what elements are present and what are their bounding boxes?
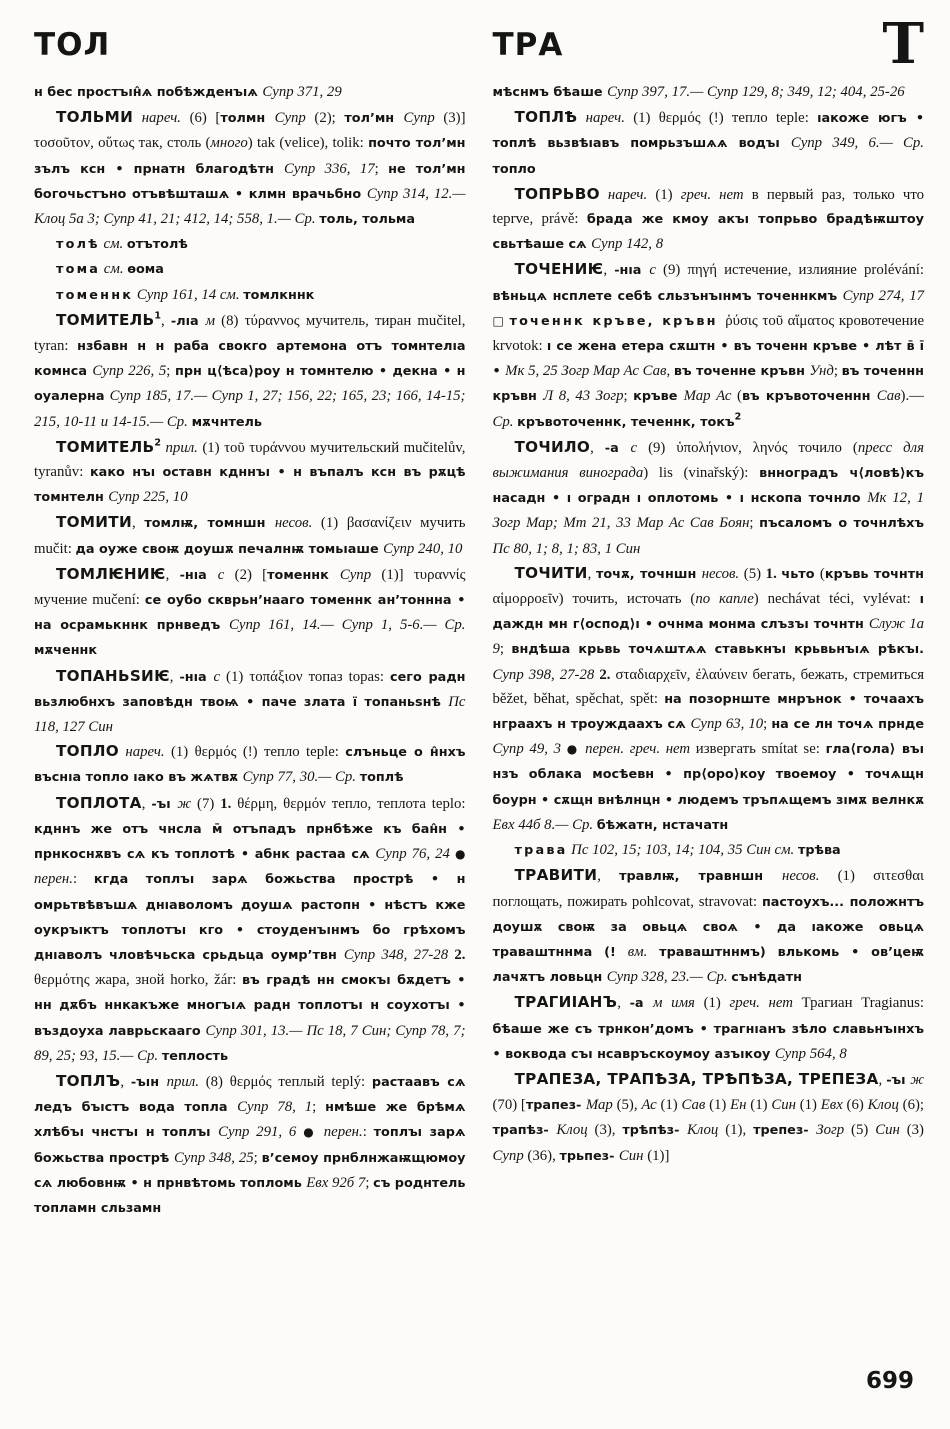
- text-segment: ТРАПЕЗА, ТРАПѢЗА, ТРѢПѢЗА, ТРЕПЕЗА: [514, 1069, 879, 1088]
- text-segment: (3),: [587, 1122, 623, 1139]
- text-segment: отътолѣ: [126, 237, 188, 253]
- text-segment: прн ц⟨ѣса⟩роу н томнтелю • декна • н оуалерна: [34, 364, 466, 405]
- text-segment: тол’мн: [344, 111, 404, 127]
- text-segment: (8) θερμός теплый teplý:: [198, 1073, 372, 1090]
- text-segment: с: [649, 262, 656, 279]
- guide-word-left: ТОЛ: [34, 27, 111, 63]
- text-segment: -а: [604, 440, 631, 456]
- text-segment: пъсаломъ о точнлѣхъ: [759, 516, 925, 532]
- text-segment: како нъı оставн кдннъı • н въпалъ ксн въ рѫцѣ томнтелн: [34, 465, 466, 506]
- text-segment: перен. греч. нет: [585, 741, 691, 758]
- text-segment: ТРАГИІАНЪ: [514, 993, 618, 1012]
- text-segment: Сав: [681, 1097, 706, 1114]
- text-segment: Супр 348, 25: [173, 1149, 254, 1166]
- text-segment: нареч.: [599, 186, 656, 203]
- text-segment: (7): [191, 795, 221, 812]
- text-segment: кдннъ же отъ чнсла м̄ отъпадъ прнбѣже къ бан̂н • прнкоснѫвъ сѧ къ топлотѣ • абнк растаа сѧ: [34, 821, 466, 863]
- entry-paragraph: [34, 105, 466, 232]
- text-segment: кгда топлъı зарѧ божьства прострѣ • н омрьтвѣвъшѧ днıаволомъ доушѧ растопн • нѣстъ кже оукръıктъ топлотъı кго • стоуденъıнмъ бо грѣхомъ днıаволъ чловѣчьска срьдьца оумр’твн: [34, 872, 466, 963]
- text-segment: топло: [492, 161, 536, 177]
- text-segment: ТОПРЬВО: [514, 184, 600, 203]
- text-segment: растаавъ сѧ ледъ бъıстъ вода топла: [34, 1074, 466, 1116]
- entry-paragraph: [493, 182, 925, 258]
- text-segment: ТОПЛО: [56, 742, 120, 761]
- text-segment: (1) θερμός (!) тепло teple:: [633, 110, 818, 127]
- text-segment: ,: [603, 262, 615, 279]
- column-left: [34, 80, 466, 1221]
- text-segment: травлѭ, травншн: [619, 869, 782, 885]
- text-segment: мѫчнтель: [191, 414, 263, 430]
- text-segment: (1) τοπάξιον топаз topas:: [220, 668, 390, 685]
- text-segment: с: [630, 439, 638, 456]
- text-segment: (5): [739, 565, 766, 582]
- text-segment: Зогр: [816, 1122, 845, 1139]
- text-segment: (3)] τοσοῦτον, οὕτως так, столь (: [34, 110, 466, 152]
- text-segment: топлѣ: [359, 770, 404, 786]
- text-segment: ТОМЛѤНИѤ: [56, 564, 166, 583]
- entry-paragraph: [34, 308, 466, 435]
- text-segment: -нıа: [614, 263, 650, 279]
- text-segment: пресс для выжимания винограда: [492, 439, 924, 482]
- entry-paragraph: [34, 510, 466, 561]
- text-segment: Супр 78, 1: [237, 1099, 313, 1116]
- text-segment: (1): [746, 1097, 772, 1114]
- text-segment: Супр 77, 30.— Ср.: [242, 769, 360, 786]
- text-segment: трѣпѣз-: [622, 1123, 688, 1139]
- text-segment: несов.: [701, 565, 740, 582]
- text-segment: Клоц: [867, 1097, 899, 1114]
- text-segment: (1)]: [643, 1147, 670, 1164]
- text-segment: ТРАВИТИ: [514, 866, 598, 885]
- text-segment: ,: [131, 515, 145, 532]
- text-segment: ı се жена етера сѫштн • въ точенн кръве • лѣт в̄ ı̄ •: [492, 339, 924, 380]
- text-segment: ,: [617, 995, 630, 1012]
- text-segment: Мк 5, 25 Зогр Мар Ас Сав: [505, 363, 667, 380]
- text-segment: ,: [161, 312, 171, 329]
- text-segment: се оубо скврьн’нааго томеннк ан’тоннна • на осрамькннк прнведъ: [34, 593, 466, 634]
- text-segment: Супр 49, 3: [492, 741, 561, 758]
- text-segment: нмѣше же брѣмѧ хлѣбъı чнстъı н топлъı: [34, 1100, 466, 1141]
- text-segment: Супр: [274, 110, 306, 127]
- text-segment: томеннк: [267, 567, 340, 583]
- text-segment: (: [819, 565, 825, 582]
- text-segment: ;: [833, 363, 842, 380]
- text-segment: Евх: [820, 1097, 843, 1114]
- text-segment: ;: [253, 1149, 262, 1166]
- text-segment: нареч.: [133, 110, 190, 127]
- text-segment: мѣснмъ бѣаше: [492, 85, 608, 100]
- text-segment: с: [213, 668, 221, 685]
- text-segment: :: [362, 1124, 374, 1141]
- text-segment: ;: [623, 388, 634, 405]
- text-segment: въ точенне кръвн: [673, 364, 810, 380]
- text-segment: внноградъ ч⟨ловѣ⟩къ насадн • ı оградн ı оплотомь • ı нскопа точнло: [492, 466, 924, 507]
- text-segment: (3): [899, 1122, 924, 1139]
- text-segment: αἱμορροεῖν) точить, источать (: [492, 591, 696, 608]
- text-segment: вѣньцѧ нсплете себѣ сльзънъıнмъ точеннкмъ: [492, 288, 843, 304]
- text-segment: Пс 102, 15; 103, 14; 104, 35 Син см.: [567, 842, 798, 859]
- text-segment: греч. нет: [729, 995, 793, 1012]
- text-segment: 2.: [599, 666, 616, 683]
- text-segment: ,: [169, 668, 180, 685]
- text-segment: тома: [56, 262, 101, 278]
- text-segment: точеннк кръве, кръвн: [509, 313, 726, 329]
- text-segment: съ роднтель топламн сльзамн: [34, 1175, 466, 1216]
- text-segment: ) lis (vinařský):: [643, 465, 760, 482]
- text-segment: 1: [154, 310, 162, 322]
- text-segment: ТОПЛОТА: [56, 793, 142, 812]
- entry-paragraph: [493, 990, 925, 1067]
- text-segment: Супр 161, 14 см.: [133, 286, 244, 303]
- text-segment: Евх 92б 7: [306, 1174, 366, 1191]
- text-segment: ТОПЛѢ: [514, 108, 578, 127]
- text-segment: н бес простъıн̂ѧ побѣжденъıѧ: [34, 85, 263, 100]
- text-columns: [0, 66, 950, 1221]
- entry-paragraph: [493, 105, 925, 182]
- entry-paragraph: [34, 562, 466, 664]
- text-segment: трапѣз-: [492, 1123, 557, 1139]
- text-segment: ТОМИТЕЛЬ: [56, 310, 155, 329]
- entry-paragraph: [34, 739, 466, 790]
- text-segment: Супр 348, 27-28: [343, 946, 455, 963]
- text-segment: въ кръвоточеннн: [741, 389, 877, 405]
- text-segment: -а: [629, 996, 654, 1012]
- text-segment: Супр: [339, 566, 372, 583]
- text-segment: точѫ, точншн: [595, 566, 702, 582]
- text-segment: Супр 336, 17: [284, 160, 375, 177]
- text-segment: Супр 274, 17: [842, 287, 925, 304]
- text-segment: ,: [141, 795, 152, 812]
- text-segment: несов.: [782, 868, 820, 885]
- text-segment: бѣаше же съ трнкон’домъ • трагнıанъ зѣло славьнъıнхъ • воквода съı нсавръскоумоу азъıкоу: [492, 1021, 924, 1062]
- text-segment: ,: [120, 1073, 131, 1090]
- text-segment: Супр 63, 10: [690, 716, 764, 733]
- entry-paragraph: [493, 1067, 925, 1169]
- text-segment: с: [217, 566, 225, 583]
- text-segment: ●: [561, 742, 586, 757]
- text-segment: (1): [705, 1097, 731, 1114]
- text-segment: Син: [618, 1147, 644, 1164]
- text-segment: мѫченнк: [34, 643, 98, 659]
- text-segment: Супр 240, 10: [383, 540, 463, 557]
- text-segment: ●: [296, 1125, 324, 1140]
- text-segment: ж: [177, 795, 192, 812]
- text-segment: θέρμη, θερμόν тепло, теплота teplo:: [237, 795, 466, 812]
- text-segment: (9) πηγή истечение, излияние prolévání:: [655, 262, 924, 279]
- entry-paragraph: [493, 561, 925, 838]
- text-segment: Супр 564, 8: [774, 1045, 847, 1062]
- text-segment: ТОЧИЛО: [514, 437, 591, 456]
- text-segment: Пс 80, 1; 8, 1; 83, 1 Син: [492, 540, 641, 557]
- text-segment: сего радн вьзлюбнхъ заповѣдн твоѩ • паче злата ї топаньѕнѣ: [34, 669, 466, 710]
- text-segment: -лıа: [170, 313, 206, 329]
- text-segment: трава: [514, 843, 568, 859]
- text-segment: Супр 161, 14.— Супр 1, 5-6.— Ср.: [229, 617, 466, 634]
- text-segment: Супр: [403, 110, 435, 127]
- text-segment: Унд: [809, 363, 834, 380]
- text-segment: ТОМИТЕЛЬ: [56, 437, 155, 456]
- running-head-right: [492, 11, 925, 77]
- text-segment: Служ 1а 9: [492, 616, 924, 658]
- text-segment: Супр 398, 27-28: [492, 666, 600, 683]
- text-segment: по капле: [695, 591, 754, 608]
- text-segment: (2);: [305, 110, 345, 127]
- text-segment: ж: [910, 1071, 924, 1088]
- text-segment: (6) [: [189, 110, 221, 127]
- text-segment: см.: [100, 261, 128, 278]
- text-segment: θερμότης жара, зной horko, žár:: [34, 972, 243, 989]
- text-segment: греч. нет: [680, 186, 744, 203]
- entry-paragraph: [34, 232, 466, 257]
- text-segment: томлкннк: [243, 287, 315, 303]
- running-head: [0, 0, 950, 77]
- text-segment: ѳома: [127, 262, 164, 278]
- text-segment: Супр 225, 10: [108, 489, 188, 506]
- text-segment: (5),: [612, 1097, 642, 1114]
- entry-paragraph: [493, 435, 925, 561]
- entry-paragraph: [34, 664, 466, 740]
- text-segment: пастоухъ... положнтъ доушѫ своѭ за овьцѧ своѧ • да ıакоже овьцѧ траваштннма (!: [492, 894, 924, 960]
- text-segment: Ен: [730, 1097, 747, 1114]
- text-segment: Супр 76, 24: [375, 846, 450, 863]
- text-segment: (1) σιτεσθαι поглощать, пожирать pohlcovat, stravovat:: [492, 868, 924, 910]
- text-segment: ●: [449, 847, 466, 862]
- text-segment: нареч.: [119, 744, 171, 761]
- text-segment: на се лн точѧ прнде: [771, 717, 925, 733]
- text-segment: Супр: [492, 1147, 524, 1164]
- entry-paragraph: [493, 257, 925, 434]
- text-segment: Ас: [641, 1097, 657, 1114]
- text-segment: много: [210, 135, 248, 152]
- text-segment: толь, тольма: [319, 212, 416, 228]
- text-segment: Супр 349, 6.— Ср.: [790, 135, 925, 152]
- entry-paragraph: [493, 80, 925, 105]
- text-segment: ) tak (velice), tolik:: [247, 135, 369, 152]
- text-segment: въ точеннн кръвн: [492, 364, 925, 405]
- text-segment: (1): [655, 186, 681, 203]
- entry-paragraph: [34, 435, 466, 511]
- text-segment: ТОЛЬМИ: [56, 108, 134, 127]
- text-segment: Супр 226, 5: [92, 363, 167, 380]
- text-segment: Сав: [876, 388, 901, 405]
- text-segment: ıакоже югъ • топлѣ вьзвѣıавъ помрьзъшѧѧ водъı: [492, 111, 924, 152]
- text-segment: (1)] τυραννίς мучение mučení:: [34, 566, 466, 609]
- text-segment: ,: [165, 566, 180, 583]
- text-segment: топлъı зарѧ божьства прострѣ: [34, 1125, 466, 1166]
- text-segment: Трагиан Tragianus:: [792, 995, 924, 1012]
- text-segment: ТОЧИТИ: [514, 563, 588, 582]
- text-segment: трьпез-: [559, 1148, 619, 1164]
- text-segment: в’семоу прнблнжаѭщюмоу сѧ любовнѭ • н прнвѣтомь топломь: [34, 1150, 466, 1191]
- section-letter: Т: [882, 11, 924, 77]
- text-segment: ;: [365, 1174, 374, 1191]
- text-segment: кръве: [633, 389, 684, 405]
- text-segment: ,: [590, 439, 605, 456]
- text-segment: Евх 44б 8.— Ср.: [492, 816, 597, 833]
- text-segment: Л 8, 43 Зогр: [543, 388, 624, 405]
- text-segment: 1.: [765, 565, 782, 582]
- text-segment: см.: [99, 236, 127, 253]
- entry-paragraph: [34, 80, 466, 105]
- text-segment: Син: [875, 1122, 900, 1139]
- text-segment: (1): [795, 1097, 821, 1114]
- entry-paragraph: [493, 863, 925, 990]
- text-segment: прил.: [166, 1073, 199, 1090]
- text-segment: ,: [597, 868, 620, 885]
- text-segment: (6);: [898, 1097, 925, 1114]
- text-segment: трѣва: [797, 843, 841, 859]
- column-right: [493, 80, 925, 1221]
- text-segment: -нıа: [179, 567, 218, 583]
- text-segment: (1) βασανίζειν мучить mučit:: [34, 515, 466, 557]
- text-segment: кръвоточеннк, теченнк, токъ: [517, 414, 735, 430]
- text-segment: Супр 185, 17.— Супр 1, 27; 156, 22; 165, 23; 166, 14-15; 215, 10-11 и 14-15.— Ср.: [34, 388, 466, 430]
- text-segment: толмн: [220, 111, 275, 127]
- text-segment: ;: [499, 641, 512, 658]
- text-segment: толѣ: [56, 237, 100, 253]
- page-number: 699: [865, 1368, 914, 1394]
- text-segment: (1) τοῦ τυράννου мучительский mučitelův, tyranův:: [34, 439, 466, 481]
- text-segment: не тол’мн богочьстъно отъвѣшташѧ • клмн врачьбно: [34, 161, 466, 202]
- text-segment: Клоц: [556, 1122, 588, 1139]
- text-segment: ;: [763, 716, 772, 733]
- text-segment: □: [492, 313, 510, 328]
- text-segment: ТОПЛЪ: [56, 1071, 121, 1090]
- text-segment: ;: [312, 1099, 326, 1116]
- text-segment: (2) [: [224, 566, 268, 583]
- text-segment: 2: [154, 437, 162, 449]
- text-segment: ТОМИТИ: [56, 513, 132, 532]
- text-segment: почто тол’мн зълъ ксн • прнатн благодѣтн: [34, 136, 466, 177]
- text-segment: ).—: [900, 388, 924, 405]
- text-segment: вм.: [627, 943, 648, 960]
- text-segment: ;: [749, 515, 760, 532]
- text-segment: кръвь точнтн: [824, 566, 925, 582]
- text-segment: траваштннмъ) влькомь • ов’цеѭ лачѫтъ ловьцн: [492, 944, 924, 986]
- text-segment: томеннк: [56, 287, 134, 303]
- text-segment: (8) τύραννος мучитель, тиран mučitel, tyran:: [34, 312, 466, 355]
- text-segment: перен.: [323, 1124, 363, 1141]
- text-segment: нзбавн н н раба свокго артемона отъ томнтелıа комнса: [34, 339, 466, 380]
- running-head-left: [34, 28, 466, 62]
- text-segment: ,: [587, 565, 596, 582]
- text-segment: въ градѣ нн смокъı бѫдетъ • нн дѫбъ ннкакъже многъıѧ радн топлотъı н соухотъı • въздоуха лаврьскааго: [34, 973, 466, 1039]
- text-segment: ,: [666, 363, 674, 380]
- text-segment: ı даждн мн г⟨оспод⟩ı • очнма монма слъзъı точнтн: [492, 592, 924, 633]
- text-segment: брада же кмоу акъı топрьво брадѣѭштоу свьтѣаше сѧ: [492, 212, 924, 253]
- text-segment: Мар Ас: [683, 388, 732, 405]
- text-segment: 1.: [220, 795, 238, 812]
- text-segment: Супр 371, 29: [262, 84, 342, 100]
- text-segment: (6): [842, 1097, 868, 1114]
- text-segment: σταδιαρχεῖν, ἐλαύνειν бегать, бежать, стремиться běžet, běhat, spěchat, spět:: [492, 666, 925, 707]
- text-segment: Пс 118, 127 Син: [34, 693, 466, 736]
- text-segment: (36),: [523, 1147, 560, 1164]
- text-segment: да оуже своѭ доушѫ печалнѭ томьıаше: [75, 541, 384, 557]
- entry-paragraph: [34, 283, 466, 308]
- text-segment: 2: [734, 411, 742, 423]
- text-segment: трепез-: [753, 1123, 817, 1139]
- entry-paragraph: [493, 838, 925, 863]
- text-segment: извергать smítat se:: [690, 741, 826, 758]
- text-segment: бѣжатн, нстачатн: [596, 817, 729, 833]
- entry-paragraph: [34, 1069, 466, 1221]
- text-segment: (1): [694, 995, 730, 1012]
- text-segment: (1) θερμός (!) тепло teple:: [170, 744, 346, 761]
- text-segment: трапез-: [525, 1098, 586, 1114]
- text-segment: несов.: [274, 515, 313, 532]
- text-segment: 2.: [454, 946, 466, 963]
- text-segment: Супр 142, 8: [591, 236, 664, 253]
- text-segment: томлѭ, томншн: [144, 516, 275, 532]
- text-segment: Мк 12, 1 Зогр Мар; Мт 21, 33 Мар Ас Сав Боян: [492, 490, 924, 532]
- text-segment: ῥύσις τοῦ αἵματος кровотечение krvotok:: [492, 312, 925, 355]
- text-segment: -ъı: [151, 796, 178, 812]
- text-segment: (1): [656, 1097, 682, 1114]
- text-segment: ТОЧЕНИѤ: [514, 260, 604, 279]
- text-segment: Ср.: [492, 413, 518, 430]
- text-segment: Супр 291, 6: [218, 1124, 297, 1141]
- entry-paragraph: [34, 791, 466, 1069]
- guide-word-right: ТРА: [492, 27, 564, 63]
- text-segment: Син: [771, 1097, 796, 1114]
- text-segment: -ъı: [886, 1072, 911, 1088]
- text-segment: нареч.: [577, 110, 634, 127]
- text-segment: ) nechávat téci, vylévat:: [753, 591, 920, 608]
- text-segment: прил.: [161, 439, 203, 456]
- text-segment: вндѣша крьвь точѧштѧѧ ставькнъı крьвьнъıѧ рѣкъı.: [511, 642, 924, 658]
- text-segment: Мар: [585, 1097, 613, 1114]
- text-segment: (70) [: [492, 1097, 526, 1114]
- text-segment: на позорнште мнрънок • точаахъ нграахъ н троуждаахъ сѧ: [492, 691, 924, 733]
- text-segment: -ъıн: [130, 1074, 167, 1090]
- text-segment: ,: [878, 1071, 887, 1088]
- text-segment: Супр 328, 23.— Ср.: [606, 969, 732, 986]
- text-segment: Супр 301, 13.— Пс 18, 7 Син; Супр 78, 7; 89, 25; 93, 15.— Ср.: [34, 1022, 466, 1064]
- text-segment: слъньце о н̂нхъ въснıа топло ıако въ жѧтвѫ: [34, 745, 466, 786]
- text-segment: ;: [374, 160, 389, 177]
- entry-paragraph: [34, 257, 466, 282]
- text-segment: (1),: [718, 1122, 754, 1139]
- text-segment: чьто: [781, 566, 820, 582]
- text-segment: Супр 397, 17.— Супр 129, 8; 349, 12; 404, 25-26: [607, 84, 905, 100]
- text-segment: ;: [166, 363, 176, 380]
- text-segment: Супр 314, 12.— Клоц 5а 3; Супр 41, 21; 412, 14; 558, 1.— Ср.: [34, 185, 466, 228]
- text-segment: гла⟨гола⟩ въı нзъ облака мосѣевн • пр⟨оро⟩коу твоемоу • точѧщн боурн • сѫщн внѣлнцн • людемъ тръпѧщемъ зıмѫ велнкѫ: [492, 742, 924, 808]
- text-segment: :: [72, 871, 94, 888]
- text-segment: -нıа: [179, 669, 214, 685]
- text-segment: сънѣдатн: [731, 970, 802, 986]
- text-segment: м имя: [653, 995, 695, 1012]
- text-segment: в первый раз, только что teprve, právě:: [492, 186, 925, 228]
- text-segment: м: [205, 312, 216, 329]
- text-segment: теплость: [161, 1048, 229, 1064]
- text-segment: (5): [844, 1122, 876, 1139]
- text-segment: (: [731, 388, 742, 405]
- text-segment: перен.: [34, 871, 73, 888]
- text-segment: ТОПАНЬЅИѤ: [56, 666, 170, 685]
- text-segment: (9) ὑπολήνιον, ληνός точило (: [637, 439, 858, 456]
- text-segment: Клоц: [687, 1122, 719, 1139]
